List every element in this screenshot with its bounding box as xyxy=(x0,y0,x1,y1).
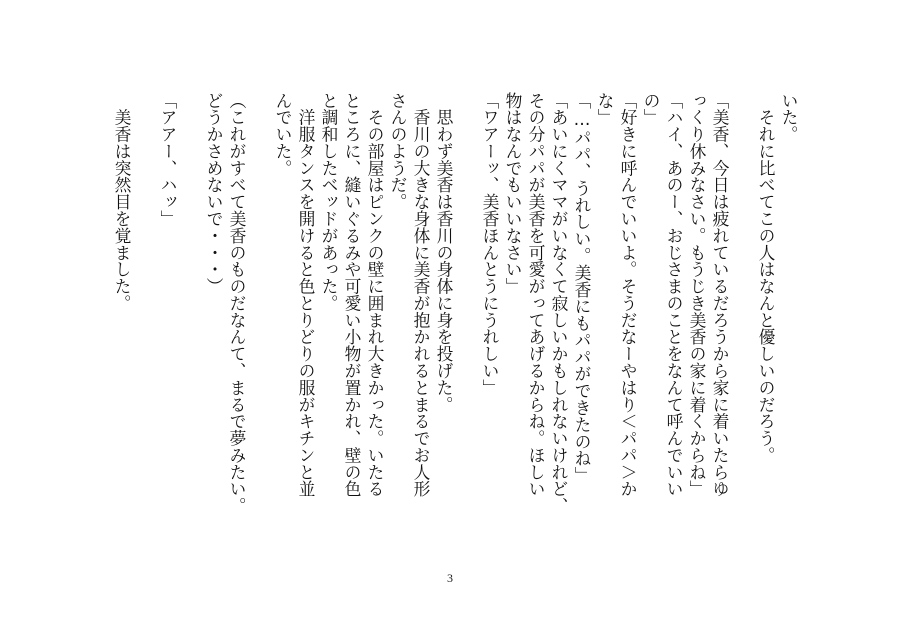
text-line: 「アアー、ハッ」 xyxy=(158,92,178,228)
text-line: 「…パパ、うれしい。美香にもパパができたのね」 xyxy=(572,92,592,484)
text-line: 思わず美香は香川の身体に身を投げた。 xyxy=(434,92,454,413)
text-line: その部屋はピンクの壁に囲まれ大きかった。いたる xyxy=(365,92,385,498)
text-line: 「美香、今日は疲れているだろうから家に着いたらゆ xyxy=(710,92,730,498)
text-line: 「好きに呼んでいいよ。そうだなーやはり＜パパ＞か xyxy=(618,92,638,498)
text-line: 「ハイ、あのー、おじさまのことをなんて呼んでいい xyxy=(664,92,684,498)
text-line: どうかさめないで・・・） xyxy=(204,92,224,295)
text-line: ところに、縫いぐるみや可愛い小物が置かれ、壁の色 xyxy=(342,92,362,498)
text-line: 洋服タンスを開けると色とりどりの服がキチンと並 xyxy=(296,92,316,498)
text-line: の」 xyxy=(641,92,661,126)
text-line: （これがすべて美香のものだなんて、まるで夢みたい。 xyxy=(227,92,247,515)
text-line: さんのようだ。 xyxy=(388,92,408,211)
text-line: と調和したベッドがあった。 xyxy=(319,92,339,312)
text-line: それに比べてこの人はなんと優しいのだろう。 xyxy=(756,92,776,464)
text-line: んでいた。 xyxy=(273,92,293,177)
text-line: 物はなんでもいいなさい」 xyxy=(503,92,523,295)
text-line: っくり休みなさい。もうじき美香の家に着くからね」 xyxy=(687,92,707,498)
text-line: 「ワアーッ、美香ほんとうにうれしい」 xyxy=(480,92,500,397)
text-line: な」 xyxy=(595,92,615,126)
text-line: 香川の大きな身体に美香が抱かれるとまるでお人形 xyxy=(411,92,431,498)
text-line: その分パパが美香を可愛がってあげるからね。ほしい xyxy=(526,92,546,498)
text-line: 「あいにくママがいなくて寂しいかもしれないけれど、 xyxy=(549,92,569,515)
page-number: 3 xyxy=(447,571,453,585)
text-line: いた。 xyxy=(779,92,799,143)
text-line: 美香は突然目を覚ました。 xyxy=(112,92,132,312)
